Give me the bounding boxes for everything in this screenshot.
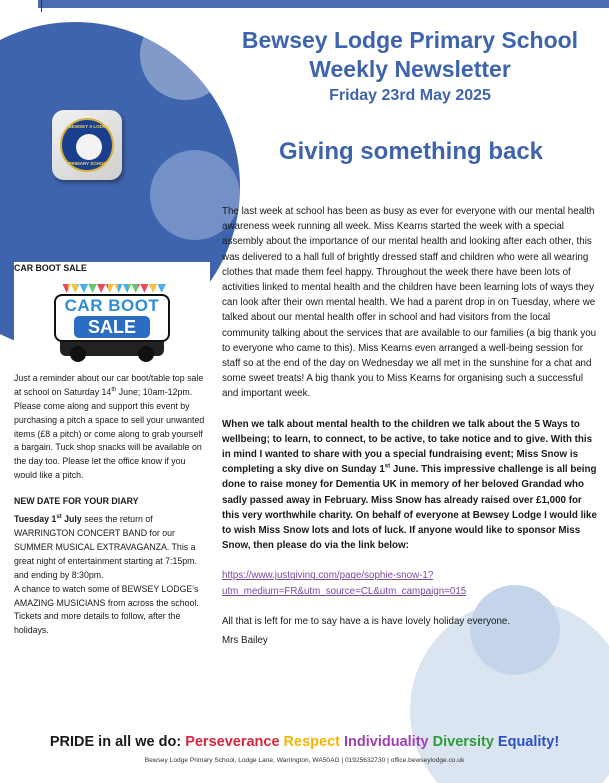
value-perseverance: Perseverance bbox=[185, 734, 280, 750]
logo-badge bbox=[60, 118, 114, 172]
value-diversity: Diversity bbox=[432, 734, 494, 750]
fundraising-text-2: June. This impressive challenge is all being done to raise money for Dementia UK in memory of her beloved Grandad who sadly passed away in February. Miss Snow has already raised over £1,000 for this very worthwhile charity. On behalf of everyone at Bewsey Lodge I would like to wish Miss Snow lots and lots of luck. If anyone would like to sponsor Miss Snow, then please do via the link below: bbox=[222, 464, 597, 552]
sidebar bbox=[14, 262, 210, 638]
logo-emblem bbox=[76, 134, 102, 160]
logo-top-text: BEWSEY A LODGE bbox=[68, 124, 110, 129]
bunting-icon bbox=[58, 284, 166, 293]
article-paragraph-fundraising bbox=[222, 417, 600, 554]
top-bar bbox=[38, 0, 609, 8]
justgiving-link[interactable]: https://www.justgiving.com/page/sophie-snow-1?utm_medium=FR&utm_source=CL&utm_campaign=015 bbox=[222, 570, 467, 597]
pride-prefix: PRIDE in all we do: bbox=[49, 734, 186, 750]
school-name: Bewsey Lodge Primary School bbox=[241, 27, 579, 53]
diary-text bbox=[14, 513, 210, 583]
diary-text-2: A chance to watch some of BEWSEY LODGE's AMAZING MUSICIANS from across the school. bbox=[14, 583, 199, 608]
closing-text: All that is left for me to say have a is have lovely holiday everyone. bbox=[222, 615, 511, 627]
date-suffix: st bbox=[56, 514, 62, 521]
car-boot-sign bbox=[54, 294, 170, 342]
date-suffix: th bbox=[111, 386, 117, 393]
logo-bottom-text: PRIMARY SCHOOL bbox=[68, 161, 110, 166]
school-logo bbox=[52, 110, 122, 180]
car-boot-sign-line-2: SALE bbox=[74, 316, 150, 338]
value-equality: Equality! bbox=[497, 734, 560, 750]
wheel-icon bbox=[138, 346, 154, 362]
car-boot-text bbox=[14, 372, 210, 483]
value-respect: Respect bbox=[283, 734, 340, 750]
newsletter-date: Friday 23rd May 2025 bbox=[329, 87, 491, 104]
car-boot-text-2: June; 10am-12pm. Please come along and support this event by purchasing a pitch a space to sell your unwanted items (£8 a pitch) or come along to grab yourself a bargain. Tuck shop snacks will be available on the day too. Please let the office know if you would like a pitch. bbox=[14, 386, 205, 481]
wheel-icon bbox=[70, 346, 86, 362]
diary-section bbox=[14, 495, 210, 638]
car-boot-heading: CAR BOOT SALE bbox=[14, 263, 87, 273]
pride-values-banner bbox=[0, 734, 609, 750]
car-boot-sign-line-1: CAR BOOT bbox=[64, 295, 160, 315]
top-tick bbox=[41, 0, 42, 12]
article-paragraph: The last week at school has been as busy as ever for everyone with our mental health awareness week running all week. Miss Kearns started the week with a special assembly about the importance of our mental health and looking after each other, this was delivered to a hall full of brightly dressed staff and children who were all wearing clothes that made them feel happy. Throughout the week there have been lots of activities linked to mental health and the children have been learning lots of ways they can look after their own mental health. We had a parent drop in on Tuesday, where we talked about our mental health offer in school and had visitors from the local community talking about the services that are available to our families (a big thank you to everyone who came to this). Miss Kearns even arranged a well-being session for staff so at the end of the day on Wednesday we all met in the sunshine for a chat and some sweet treats! A big thank you to Miss Kearns for organising such a successful and important week. bbox=[222, 206, 597, 400]
fundraising-text-1: When we talk about mental health to the children we talk about the 5 Ways to wellbeing; to learn, to connect, to be active, to take notice and to give. With this in mind I wanted to share with you a special fundraising event; Miss Snow is completing a sky dive on Sunday 1 bbox=[222, 418, 593, 476]
car-boot-sale-image bbox=[52, 284, 172, 362]
car-boot-text-1: Just a reminder about our car boot/table top sale at school on Saturday 14 bbox=[14, 372, 204, 397]
diary-date-2: July bbox=[61, 514, 82, 525]
newsletter-header bbox=[230, 26, 590, 108]
main-article bbox=[222, 204, 600, 663]
background-circle-highlight bbox=[140, 10, 230, 100]
school-address: Bewsey Lodge Primary School, Lodge Lane, Warrington, WA50AG | 01925632730 | office.bewseylodge.co.uk bbox=[144, 757, 465, 764]
value-individuality: Individuality bbox=[344, 734, 429, 750]
signature: Mrs Bailey bbox=[222, 635, 268, 647]
newsletter-title: Weekly Newsletter bbox=[309, 56, 511, 82]
diary-heading: NEW DATE FOR YOUR DIARY bbox=[14, 496, 139, 507]
article-headline: Giving something back bbox=[278, 138, 544, 165]
diary-text-1: sees the return of WARRINGTON CONCERT BAND for our SUMMER MUSICAL EXTRAVAGANZA. This a great night of entertainment starting at 7:15pm. and ending by 8:30pm. bbox=[14, 514, 197, 580]
diary-date-1: Tuesday 1 bbox=[14, 514, 57, 525]
date-suffix: st bbox=[384, 463, 391, 470]
diary-text-3: Tickets and more details to follow, after the holidays. bbox=[14, 611, 181, 636]
